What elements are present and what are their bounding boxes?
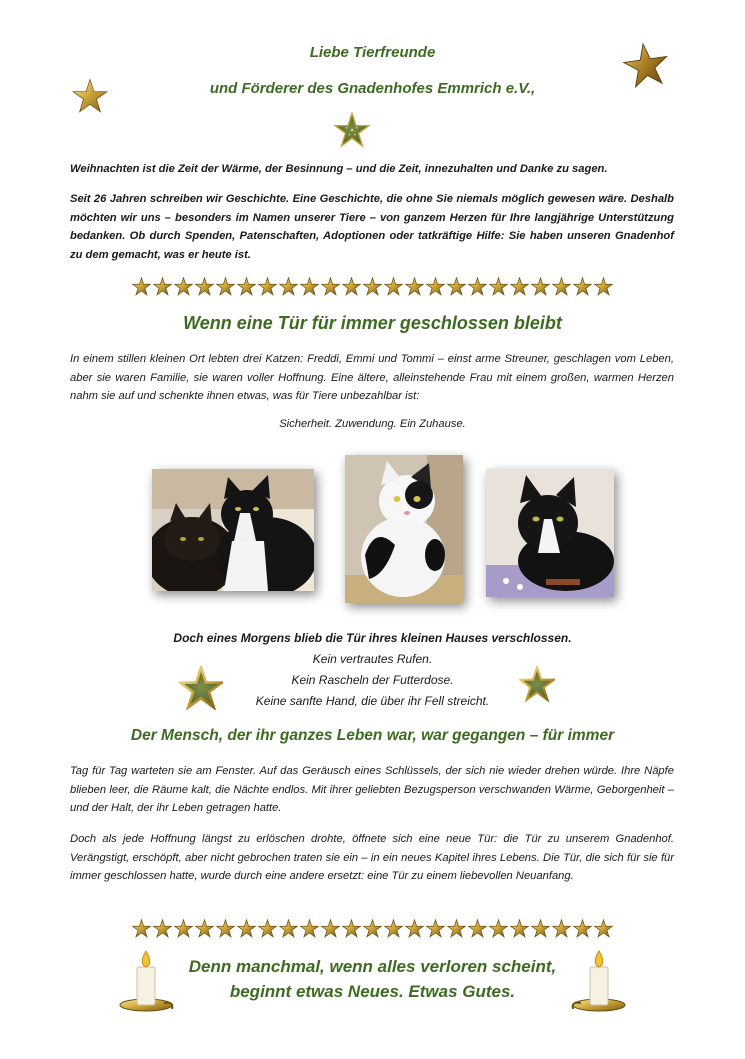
gold-star-icon [70,78,110,114]
gold-star-icon [342,919,361,938]
cat-photo-1 [152,469,314,591]
gold-star-icon [573,919,592,938]
gold-star-icon [216,919,235,938]
gold-star-icon [300,277,319,296]
story-paragraph-1: In einem stillen kleinen Ort lebten drei Katzen: Freddi, Emmi und Tommi – einst arme Streuner, geschlagen vom Leben, aber sie waren Familie, sie waren voller Hoffnung. Eine ältere, alleinstehende Frau mit einem großen, warmen Herzen nahm sie auf und schenkte ihnen etwas, was für Tiere unbezahlbar ist: [70,353,674,402]
gold-star-icon [300,919,319,938]
closing-line-1: Denn manchmal, wenn alles verloren scheint, [188,957,557,976]
gold-star-icon [174,277,193,296]
intro-paragraph-2: Seit 26 Jahren schreiben wir Geschichte. Eine Geschichte, die ohne Sie niemals möglich gewesen wäre. Deshalb möchten wir uns – besonders im Namen unserer Tiere – von ganzem Herzen für Ihre langjährige Unterstützung bedanken. Ob durch Spenden, Patenschaften, Adoptionen oder tatkräftige Hilfe: Sie haben unseren Gnadenhof zu dem gemacht, was er heute ist. [70,193,674,261]
gold-star-icon [321,919,340,938]
gold-star-icon [531,919,550,938]
gold-star-icon [153,277,172,296]
gold-star-icon [426,919,445,938]
cat-photo-3 [486,469,614,597]
gold-star-icon [384,919,403,938]
gold-star-icon [447,277,466,296]
story-paragraph-2: Tag für Tag warteten sie am Fenster. Auf das Geräusch eines Schlüssels, der sich nie wieder drehen würde. Ihre Näpfe blieben leer, die Räume kalt, die Nächte endlos. Mit ihrer geliebten Bezugsperson verschwanden Wärme, Geborgenheit – und der Halt, der ihr Leben getragen hatte. [70,765,674,814]
gold-star-icon [489,919,508,938]
gold-star-icon [334,112,370,148]
quote-line: Sicherheit. Zuwendung. Ein Zuhause. [279,418,466,430]
section-title-door: Wenn eine Tür für immer geschlossen bleibt [183,313,562,333]
gold-star-icon [384,277,403,296]
poem-line-2: Kein Rascheln der Futterdose. [291,673,454,687]
gold-star-icon [258,277,277,296]
star-divider [0,277,745,296]
cat-photo-2 [345,455,463,603]
gold-star-icon [552,919,571,938]
gold-star-icon [468,277,487,296]
gold-star-icon [363,919,382,938]
gold-star-icon [594,919,613,938]
gold-star-icon [405,277,424,296]
morning-line: Doch eines Morgens blieb die Tür ihres kleinen Hauses verschlossen. [173,631,572,645]
star-divider [0,919,745,938]
gold-star-icon [552,277,571,296]
gold-star-icon [510,277,529,296]
gold-star-icon [405,919,424,938]
gold-star-icon [258,919,277,938]
gold-star-icon [510,919,529,938]
gold-star-icon [489,277,508,296]
gold-star-icon [237,919,256,938]
gold-star-icon [321,277,340,296]
gold-star-icon [342,277,361,296]
gold-star-icon [363,277,382,296]
gold-star-icon [518,666,556,702]
closing-line-2: beginnt etwas Neues. Etwas Gutes. [229,982,516,1001]
gold-star-icon [177,666,225,710]
gold-star-icon [132,277,151,296]
gold-star-icon [447,919,466,938]
gold-star-icon [237,277,256,296]
gold-star-icon [153,919,172,938]
gold-star-icon [195,277,214,296]
gold-star-icon [132,919,151,938]
poem-line-1: Kein vertrautes Rufen. [312,652,433,666]
story-paragraph-3: Doch als jede Hoffnung längst zu erlöschen drohte, öffnete sich eine neue Tür: die Tür zu unserem Gnadenhof. Verängstigt, erschöpft, aber nicht gebrochen traten sie ein – in ein neues Kapitel ihres Lebens. Die Tür, die sich für sie für immer geschlossen hatte, wurde durch eine andere ersetzt: eine Tür zu einem liebevollen Neuanfang. [70,833,674,882]
gold-star-icon [195,919,214,938]
gold-star-icon [279,277,298,296]
section-title-gone: Der Mensch, der ihr ganzes Leben war, war gegangen – für immer [130,727,615,744]
intro-paragraph-1: Weihnachten ist die Zeit der Wärme, der Besinnung – und die Zeit, innezuhalten und Danke zu sagen. [70,163,608,175]
greeting-line-2: und Förderer des Gnadenhofes Emmrich e.V., [209,80,536,97]
gold-star-icon [216,277,235,296]
gold-star-icon [620,39,672,91]
gold-star-icon [174,919,193,938]
gold-star-icon [531,277,550,296]
poem-line-3: Keine sanfte Hand, die über ihr Fell streicht. [255,694,490,708]
gold-star-icon [426,277,445,296]
gold-star-icon [468,919,487,938]
gold-star-icon [573,277,592,296]
gold-star-icon [279,919,298,938]
gold-star-icon [594,277,613,296]
greeting-line-1: Liebe Tierfreunde [309,44,436,61]
